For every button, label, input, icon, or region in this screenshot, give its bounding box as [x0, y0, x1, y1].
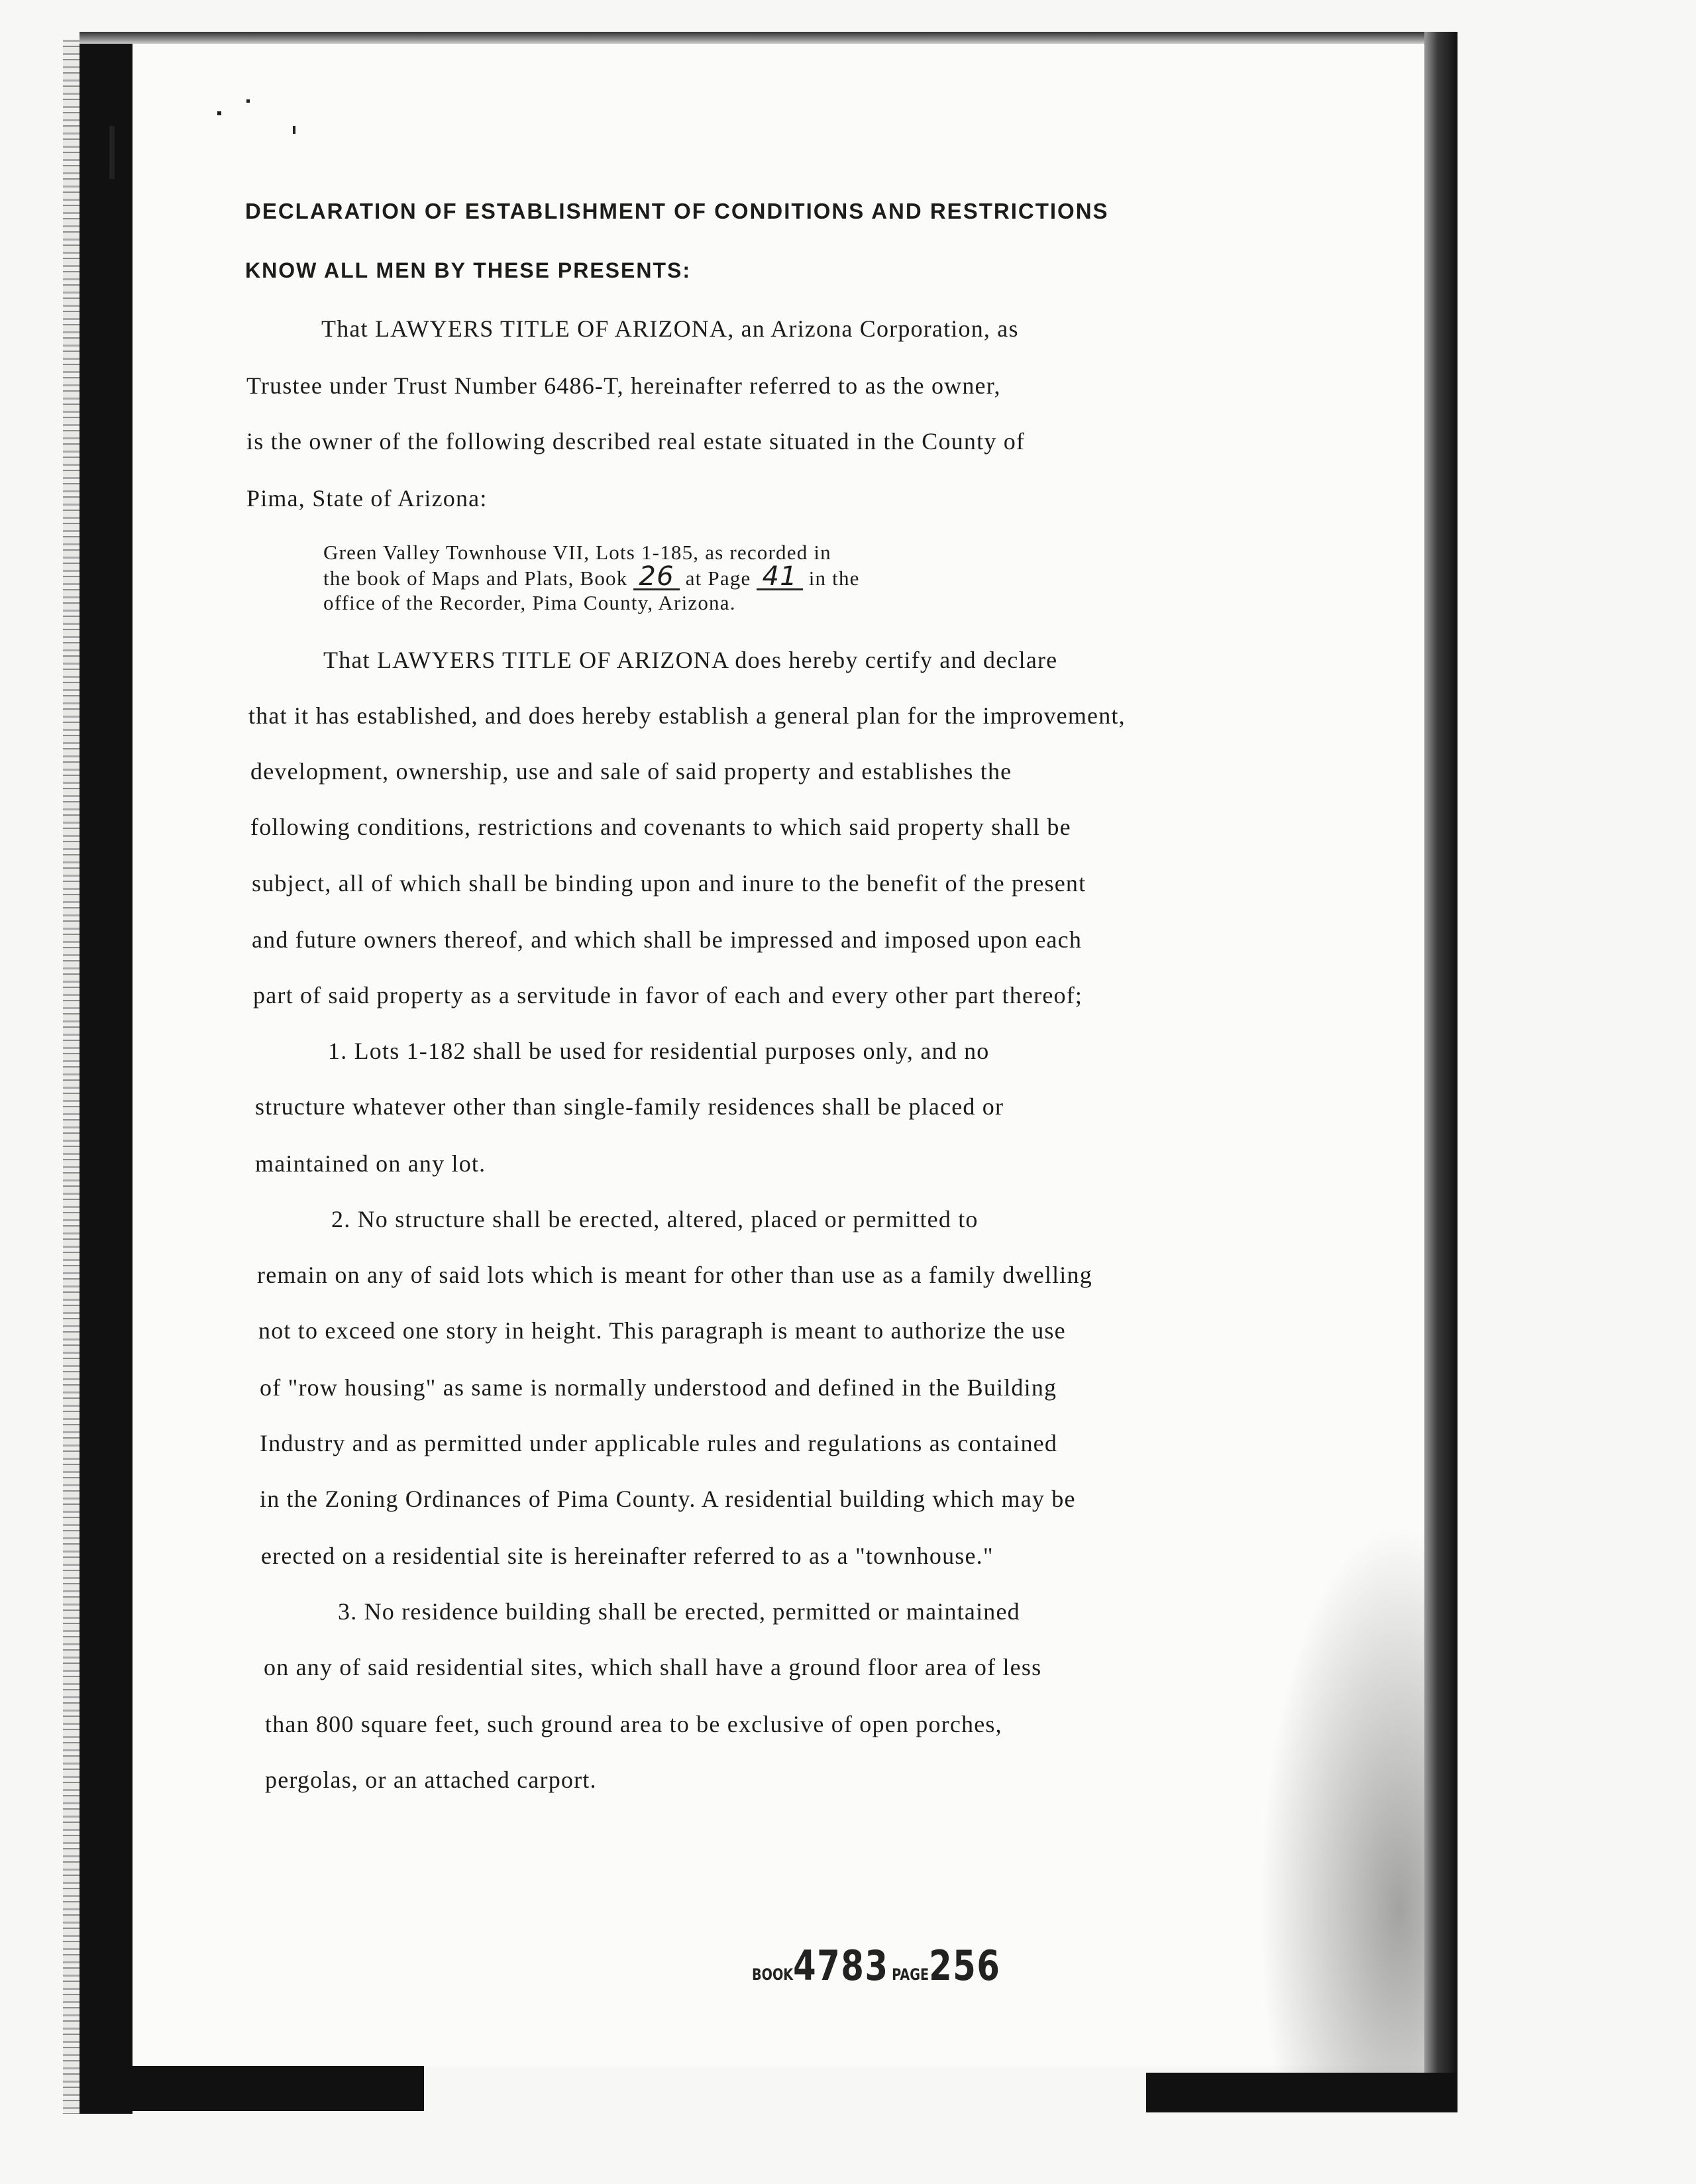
intro-line: That LAWYERS TITLE OF ARIZONA, an Arizona Corporation, as — [321, 315, 1019, 342]
stray-mark — [217, 111, 221, 115]
declaration-line: that it has established, and does hereby establish a general plan for the improvement, — [248, 702, 1126, 729]
legal-line2-mid: at Page — [685, 567, 751, 590]
legal-line2-suffix: in the — [808, 567, 860, 590]
declaration-line: That LAWYERS TITLE OF ARIZONA does hereby certify and declare — [323, 647, 1058, 673]
legal-description-line: Green Valley Townhouse VII, Lots 1-185, as recorded in — [323, 541, 831, 564]
legal-line2-prefix: the book of Maps and Plats, Book — [323, 567, 628, 590]
legal-description-line: office of the Recorder, Pima County, Arizona. — [323, 591, 736, 614]
document-title: DECLARATION OF ESTABLISHMENT OF CONDITIONS AND RESTRICTIONS — [245, 199, 1109, 223]
clause-3-line: pergolas, or an attached carport. — [265, 1767, 597, 1793]
scan-right-border — [1424, 32, 1458, 2073]
legal-description-line — [323, 561, 860, 592]
stamp-book-label: BOOK — [752, 1965, 794, 1984]
declaration-line: development, ownership, use and sale of said property and establishes the — [250, 758, 1012, 785]
stamp-page-label: PAGE — [892, 1965, 929, 1984]
clause-2-line: in the Zoning Ordinances of Pima County. A residential building which may be — [260, 1486, 1076, 1512]
scan-shadow — [1259, 1524, 1424, 2074]
stray-mark — [246, 99, 250, 103]
clause-1-line: structure whatever other than single-family residences shall be placed or — [255, 1093, 1004, 1120]
handwritten-book-number: 26 — [633, 565, 679, 590]
declaration-line: and future owners thereof, and which shall be impressed and imposed upon each — [252, 926, 1083, 953]
stamp-page-number: 256 — [929, 1941, 1001, 1990]
handwritten-page-number: 41 — [757, 565, 802, 590]
clause-2-line: of "row housing" as same is normally understood and defined in the Building — [260, 1374, 1057, 1401]
clause-3-line: than 800 square feet, such ground area to be exclusive of open porches, — [265, 1711, 1002, 1737]
clause-1-line: maintained on any lot. — [255, 1150, 486, 1177]
clause-2-line: 2. No structure shall be erected, altered, placed or permitted to — [331, 1206, 979, 1232]
declaration-line: part of said property as a servitude in favor of each and every other part thereof; — [253, 982, 1083, 1009]
recorder-stamp — [752, 1941, 1000, 1990]
scan-bottom-left-border — [80, 2066, 424, 2111]
intro-line: is the owner of the following described real estate situated in the County of — [246, 428, 1026, 455]
declaration-line: following conditions, restrictions and covenants to which said property shall be — [250, 814, 1071, 840]
clause-3-line: on any of said residential sites, which shall have a ground floor area of less — [264, 1654, 1042, 1680]
clause-2-line: remain on any of said lots which is meant for other than use as a family dwelling — [257, 1262, 1092, 1288]
declaration-line: subject, all of which shall be binding upon and inure to the benefit of the present — [252, 870, 1086, 897]
clause-3-line: 3. No residence building shall be erected, permitted or maintained — [338, 1598, 1020, 1625]
clause-1-line: 1. Lots 1-182 shall be used for residential purposes only, and no — [328, 1038, 990, 1064]
scan-top-border — [80, 32, 1424, 44]
document-subtitle: KNOW ALL MEN BY THESE PRESENTS: — [245, 258, 692, 282]
stray-mark — [293, 126, 295, 134]
clause-2-line: not to exceed one story in height. This paragraph is meant to authorize the use — [258, 1317, 1066, 1344]
intro-line: Pima, State of Arizona: — [246, 485, 488, 512]
clause-2-line: erected on a residential site is hereinafter referred to as a "townhouse." — [261, 1543, 994, 1569]
intro-line: Trustee under Trust Number 6486-T, hereinafter referred to as the owner, — [246, 372, 1001, 399]
stray-mark — [109, 126, 115, 179]
scan-bottom-right-border — [1146, 2073, 1458, 2112]
clause-2-line: Industry and as permitted under applicable rules and regulations as contained — [260, 1430, 1058, 1456]
stamp-book-number: 4783 — [793, 1941, 889, 1990]
scan-left-border — [80, 40, 132, 2114]
